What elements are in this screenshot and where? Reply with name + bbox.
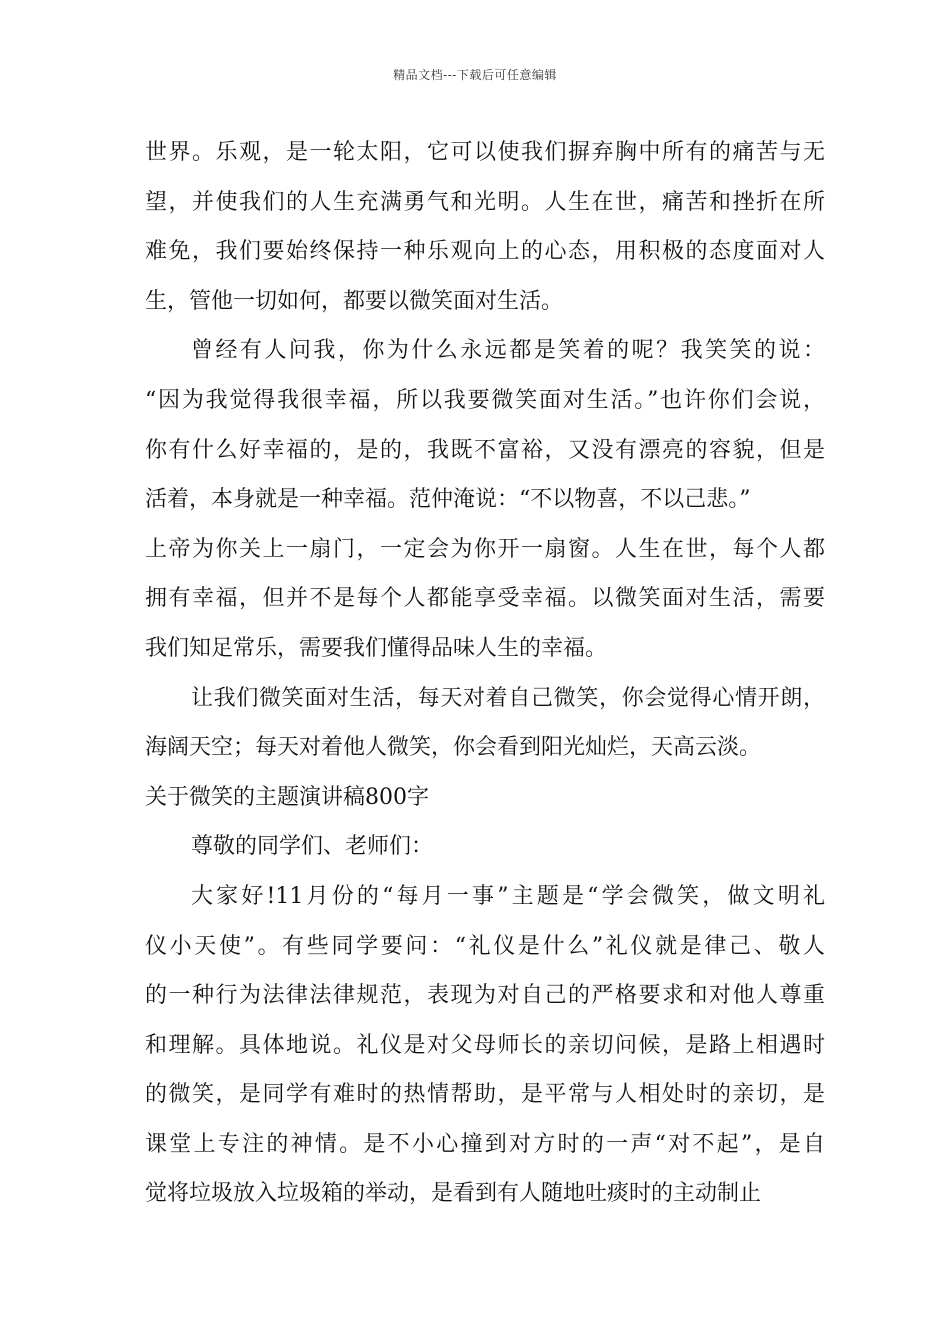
text-line: 活着，本身就是一种幸福。范仲淹说：“不以物喜，不以己悲。” [145, 487, 751, 513]
text-line: 让我们微笑面对生活，每天对着自己微笑，你会觉得心情开朗， [191, 685, 825, 711]
text-line: “因为我觉得我很幸福，所以我要微笑面对生活。”也许你们会说， [145, 387, 825, 413]
text-line: 世界。乐观，是一轮太阳，它可以使我们摒弃胸中所有的痛苦与无 [145, 140, 825, 165]
text-line: 曾经有人问我，你为什么永远都是笑着的呢？我笑笑的说： [191, 338, 825, 364]
text-line: 生，管他一切如何，都要以微笑面对生活。 [145, 288, 564, 314]
text-line: 的一种行为法律法律规范，表现为对自己的严格要求和对他人尊重 [145, 983, 825, 1009]
text-line: 上帝为你关上一扇门，一定会为你开一扇窗。人生在世，每个人都 [145, 536, 825, 562]
text-line: 和理解。具体地说。礼仪是对父母师长的亲切问候，是路上相遇时 [145, 1032, 825, 1058]
document-body [145, 128, 825, 1219]
text-line: 的微笑，是同学有难时的热情帮助，是平常与人相处时的亲切，是 [145, 1082, 825, 1108]
section-heading: 关于微笑的主题演讲稿800字 [145, 784, 429, 810]
text-line: 难免，我们要始终保持一种乐观向上的心态，用积极的态度面对人 [145, 239, 825, 265]
page-header: 精品文档---下载后可任意编辑 [393, 68, 557, 82]
text-line: 觉将垃圾放入垃圾箱的举动，是看到有人随地吐痰时的主动制止 [145, 1181, 762, 1207]
text-line: 我们知足常乐，需要我们懂得品味人生的幸福。 [145, 635, 608, 661]
text-line: 课堂上专注的神情。是不小心撞到对方时的一声“对不起”，是自 [145, 1131, 825, 1157]
text-line: 仪小天使”。有些同学要问：“礼仪是什么”礼仪就是律己、敬人 [145, 933, 825, 959]
text-line: 海阔天空；每天对着他人微笑，你会看到阳光灿烂，天高云淡。 [145, 735, 762, 761]
text-line: 拥有幸福，但并不是每个人都能享受幸福。以微笑面对生活，需要 [145, 586, 825, 612]
text-line: 望，并使我们的人生充满勇气和光明。人生在世，痛苦和挫折在所 [145, 189, 825, 215]
salutation: 尊敬的同学们、老师们： [191, 834, 434, 860]
text-line: 你有什么好幸福的，是的，我既不富裕，又没有漂亮的容貌，但是 [145, 437, 825, 463]
text-line: 大家好!11月份的“每月一事”主题是“学会微笑，做文明礼 [191, 883, 825, 909]
